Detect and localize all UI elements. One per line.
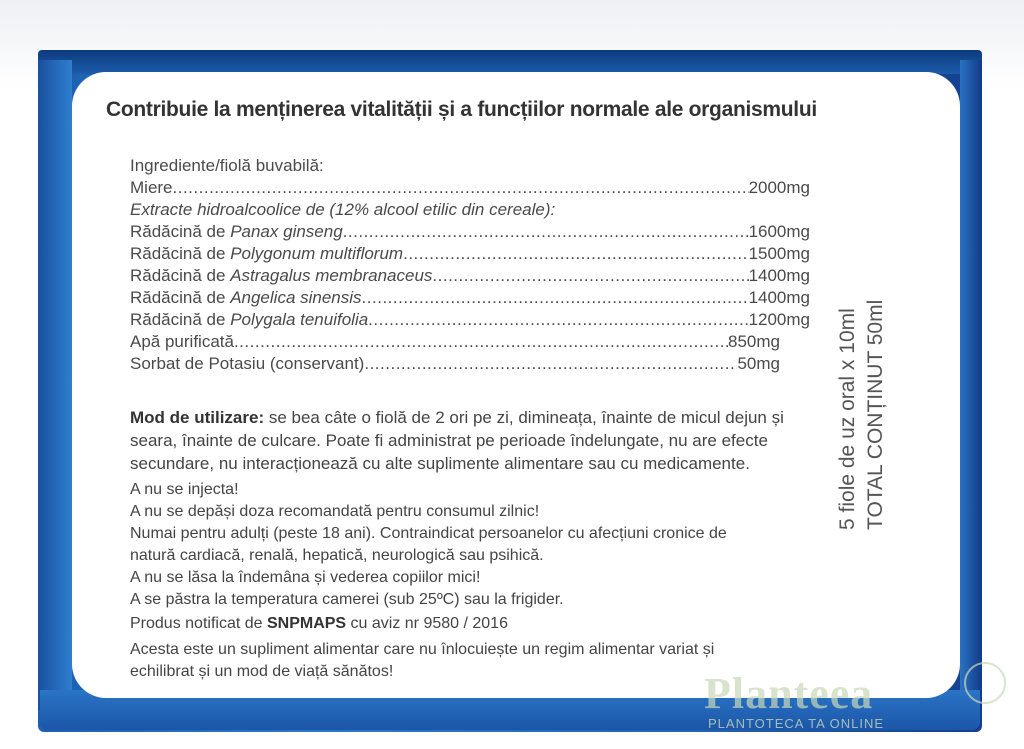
leader-dots [362, 288, 749, 308]
ingredient-latin-name: Panax ginseng [230, 222, 343, 241]
ingredient-row [130, 332, 780, 352]
disclaimer-line: echilibrat și un mod de viață sănătos! [130, 663, 394, 680]
usage-instructions-line: seara, înainte de culcare. Poate fi administrat pe perioade îndelungate, nu are efecte [130, 431, 768, 450]
notification-suffix: cu aviz nr 9580 / 2016 [346, 615, 508, 632]
leader-dots [234, 332, 728, 352]
ingredient-row [130, 222, 810, 242]
usage-text: se bea câte o fiolă de 2 ori pe zi, dimineața, înainte de micul dejun și [264, 408, 784, 427]
ingredient-name: Rădăcină de [130, 288, 231, 307]
usage-label: Mod de utilizare: [130, 408, 265, 427]
extract-note: Extracte hidroalcoolice de (12% alcool etilic din cereale): [130, 200, 556, 219]
warning-line: natură cardiacă, renală, hepatică, neurologică sau psihică. [130, 547, 544, 564]
warning-line: A nu se depăși doza recomandată pentru consumul zilnic! [130, 503, 540, 520]
disclaimer-line: Acesta este un supliment alimentar care nu înlocuiește un regim alimentar variat și [130, 641, 715, 658]
notification-line [130, 612, 800, 635]
box-top-edge [38, 50, 982, 74]
ingredient-row [130, 178, 810, 198]
ingredient-name: Rădăcină de [130, 310, 231, 329]
usage-instructions-line: secundare, nu interacționează cu alte suplimente alimentare sau cu medicamente. [130, 454, 750, 473]
ingredient-name: Rădăcină de [130, 222, 231, 241]
ingredient-latin-name: Polygala tenuifolia [230, 310, 369, 329]
usage-instructions [130, 406, 800, 429]
ingredient-value: 1400mg [748, 266, 810, 285]
ingredient-name: Rădăcină de [130, 244, 231, 263]
ingredient-latin-name: Polygonum multiflorum [230, 244, 404, 263]
vial-count-text: 5 fiole de uz oral x 10ml [836, 308, 859, 530]
leader-dots [432, 266, 748, 286]
warning-line: A se păstra la temperatura camerei (sub 25ºC) sau la frigider. [130, 591, 564, 608]
ingredient-value: 1600mg [748, 222, 810, 241]
warning-line: A nu se injecta! [130, 481, 239, 498]
leader-dots [364, 354, 737, 374]
notification-org: SNPMAPS [266, 615, 347, 632]
ingredient-value: 1400mg [748, 288, 810, 307]
box-right-side [960, 60, 982, 710]
ingredient-row [130, 354, 780, 374]
watermark-tagline: PLANTOTECA TA ONLINE [708, 716, 885, 731]
ingredient-name: Sorbat de Potasiu (conservant) [130, 354, 365, 373]
ingredient-row [130, 266, 810, 286]
notification-prefix: Produs notificat de [130, 615, 267, 632]
ingredient-value: 850mg [728, 332, 780, 351]
watermark-logo: Planteea [704, 669, 874, 718]
leader-dots [343, 222, 749, 242]
ingredient-row [130, 310, 810, 330]
total-content-text: TOTAL CONȚINUT 50ml [864, 299, 887, 530]
ingredient-row [130, 288, 810, 308]
ingredient-value: 1200mg [748, 310, 810, 329]
warning-line: A nu se lăsa la îndemâna și vederea copiilor mici! [130, 569, 481, 586]
ingredient-value: 2000mg [748, 178, 810, 197]
product-claim-title: Contribuie la menținerea vitalității și a funcțiilor normale ale organismului [106, 98, 817, 121]
ingredient-value: 50mg [737, 354, 780, 373]
volume-info [830, 230, 950, 530]
ingredient-name: Rădăcină de [130, 266, 231, 285]
watermark-leaf-icon [964, 662, 1006, 704]
leader-dots [173, 178, 749, 198]
ingredient-name: Apă purificată [130, 332, 234, 351]
ingredient-latin-name: Astragalus membranaceus [230, 266, 433, 285]
leader-dots [368, 310, 748, 330]
ingredients-header: Ingrediente/fiolă buvabilă: [130, 156, 324, 175]
ingredient-value: 1500mg [748, 244, 810, 263]
box-left-side [38, 60, 72, 710]
leader-dots [403, 244, 748, 264]
warning-line: Numai pentru adulți (peste 18 ani). Contraindicat persoanelor cu afecțiuni cronice de [130, 525, 727, 542]
ingredient-latin-name: Angelica sinensis [230, 288, 362, 307]
ingredient-row [130, 244, 810, 264]
ingredient-name: Miere [130, 178, 173, 197]
